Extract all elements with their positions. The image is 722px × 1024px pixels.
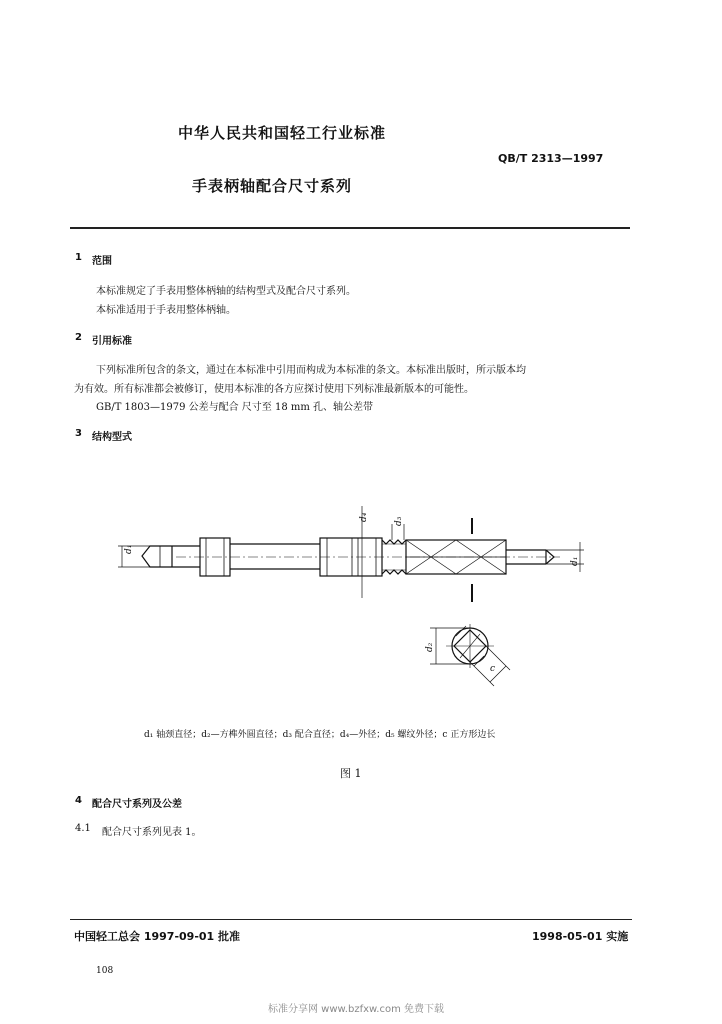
clause-4-1-text: 配合尺寸系列见表 1。 [102, 827, 202, 838]
clause-4-1-number: 4.1 [75, 823, 91, 834]
footer-rule [70, 919, 632, 920]
section-2-number: 2 [75, 332, 82, 343]
label-d1-left: d₁ [124, 544, 134, 554]
label-d1-right: d₁ [570, 556, 580, 566]
label-d2: d₂ [425, 642, 435, 652]
page-number: 108 [96, 966, 114, 976]
section-1-title: 范围 [92, 256, 112, 267]
section-1-para-2: 本标准适用于手表用整体柄轴。 [96, 305, 236, 316]
dimension-d1-left [118, 546, 150, 567]
document-title: 手表柄轴配合尺寸系列 [192, 177, 353, 195]
section-2-para-1: 下列标准所包含的条文，通过在本标准中引用而构成为本标准的条文。本标准出版时，所示版本均 [96, 365, 526, 376]
section-1-para-1: 本标准规定了手表用整体柄轴的结构型式及配合尺寸系列。 [96, 286, 356, 297]
section-4-title: 配合尺寸系列及公差 [92, 799, 182, 810]
issued-by-date: 中国轻工总会 1997-09-01 批准 [74, 930, 241, 943]
label-c: c [490, 664, 496, 674]
section-3-title: 结构型式 [92, 432, 132, 443]
org-title: 中华人民共和国轻工行业标准 [178, 124, 387, 142]
watermark-footer: 标准分享网 www.bzfxw.com 免费下载 [268, 1004, 444, 1015]
label-d4: d₄ [359, 512, 369, 522]
figure-caption-legend: d₁ 轴颈直径；d₂—方榫外圆直径；d₃ 配合直径；d₄—外径；d₅ 螺纹外径；c 正方形边长 [144, 730, 496, 740]
label-d3: d₃ [394, 516, 404, 526]
figure-title: 图 1 [340, 767, 362, 780]
effective-date: 1998-05-01 实施 [532, 930, 629, 943]
section-2-title: 引用标准 [92, 336, 132, 347]
section-4-number: 4 [75, 795, 82, 806]
section-1-number: 1 [75, 252, 82, 263]
section-3-number: 3 [75, 428, 82, 439]
section-2-para-2: 为有效。所有标准都会被修订，使用本标准的各方应探讨使用下列标准最新版本的可能性。 [74, 384, 474, 395]
reference-gb-t-1803: GB/T 1803—1979 公差与配合 尺寸至 18 mm 孔、轴公差带 [96, 402, 374, 413]
standard-number: QB/T 2313—1997 [498, 152, 604, 165]
cross-section-view [446, 624, 494, 668]
